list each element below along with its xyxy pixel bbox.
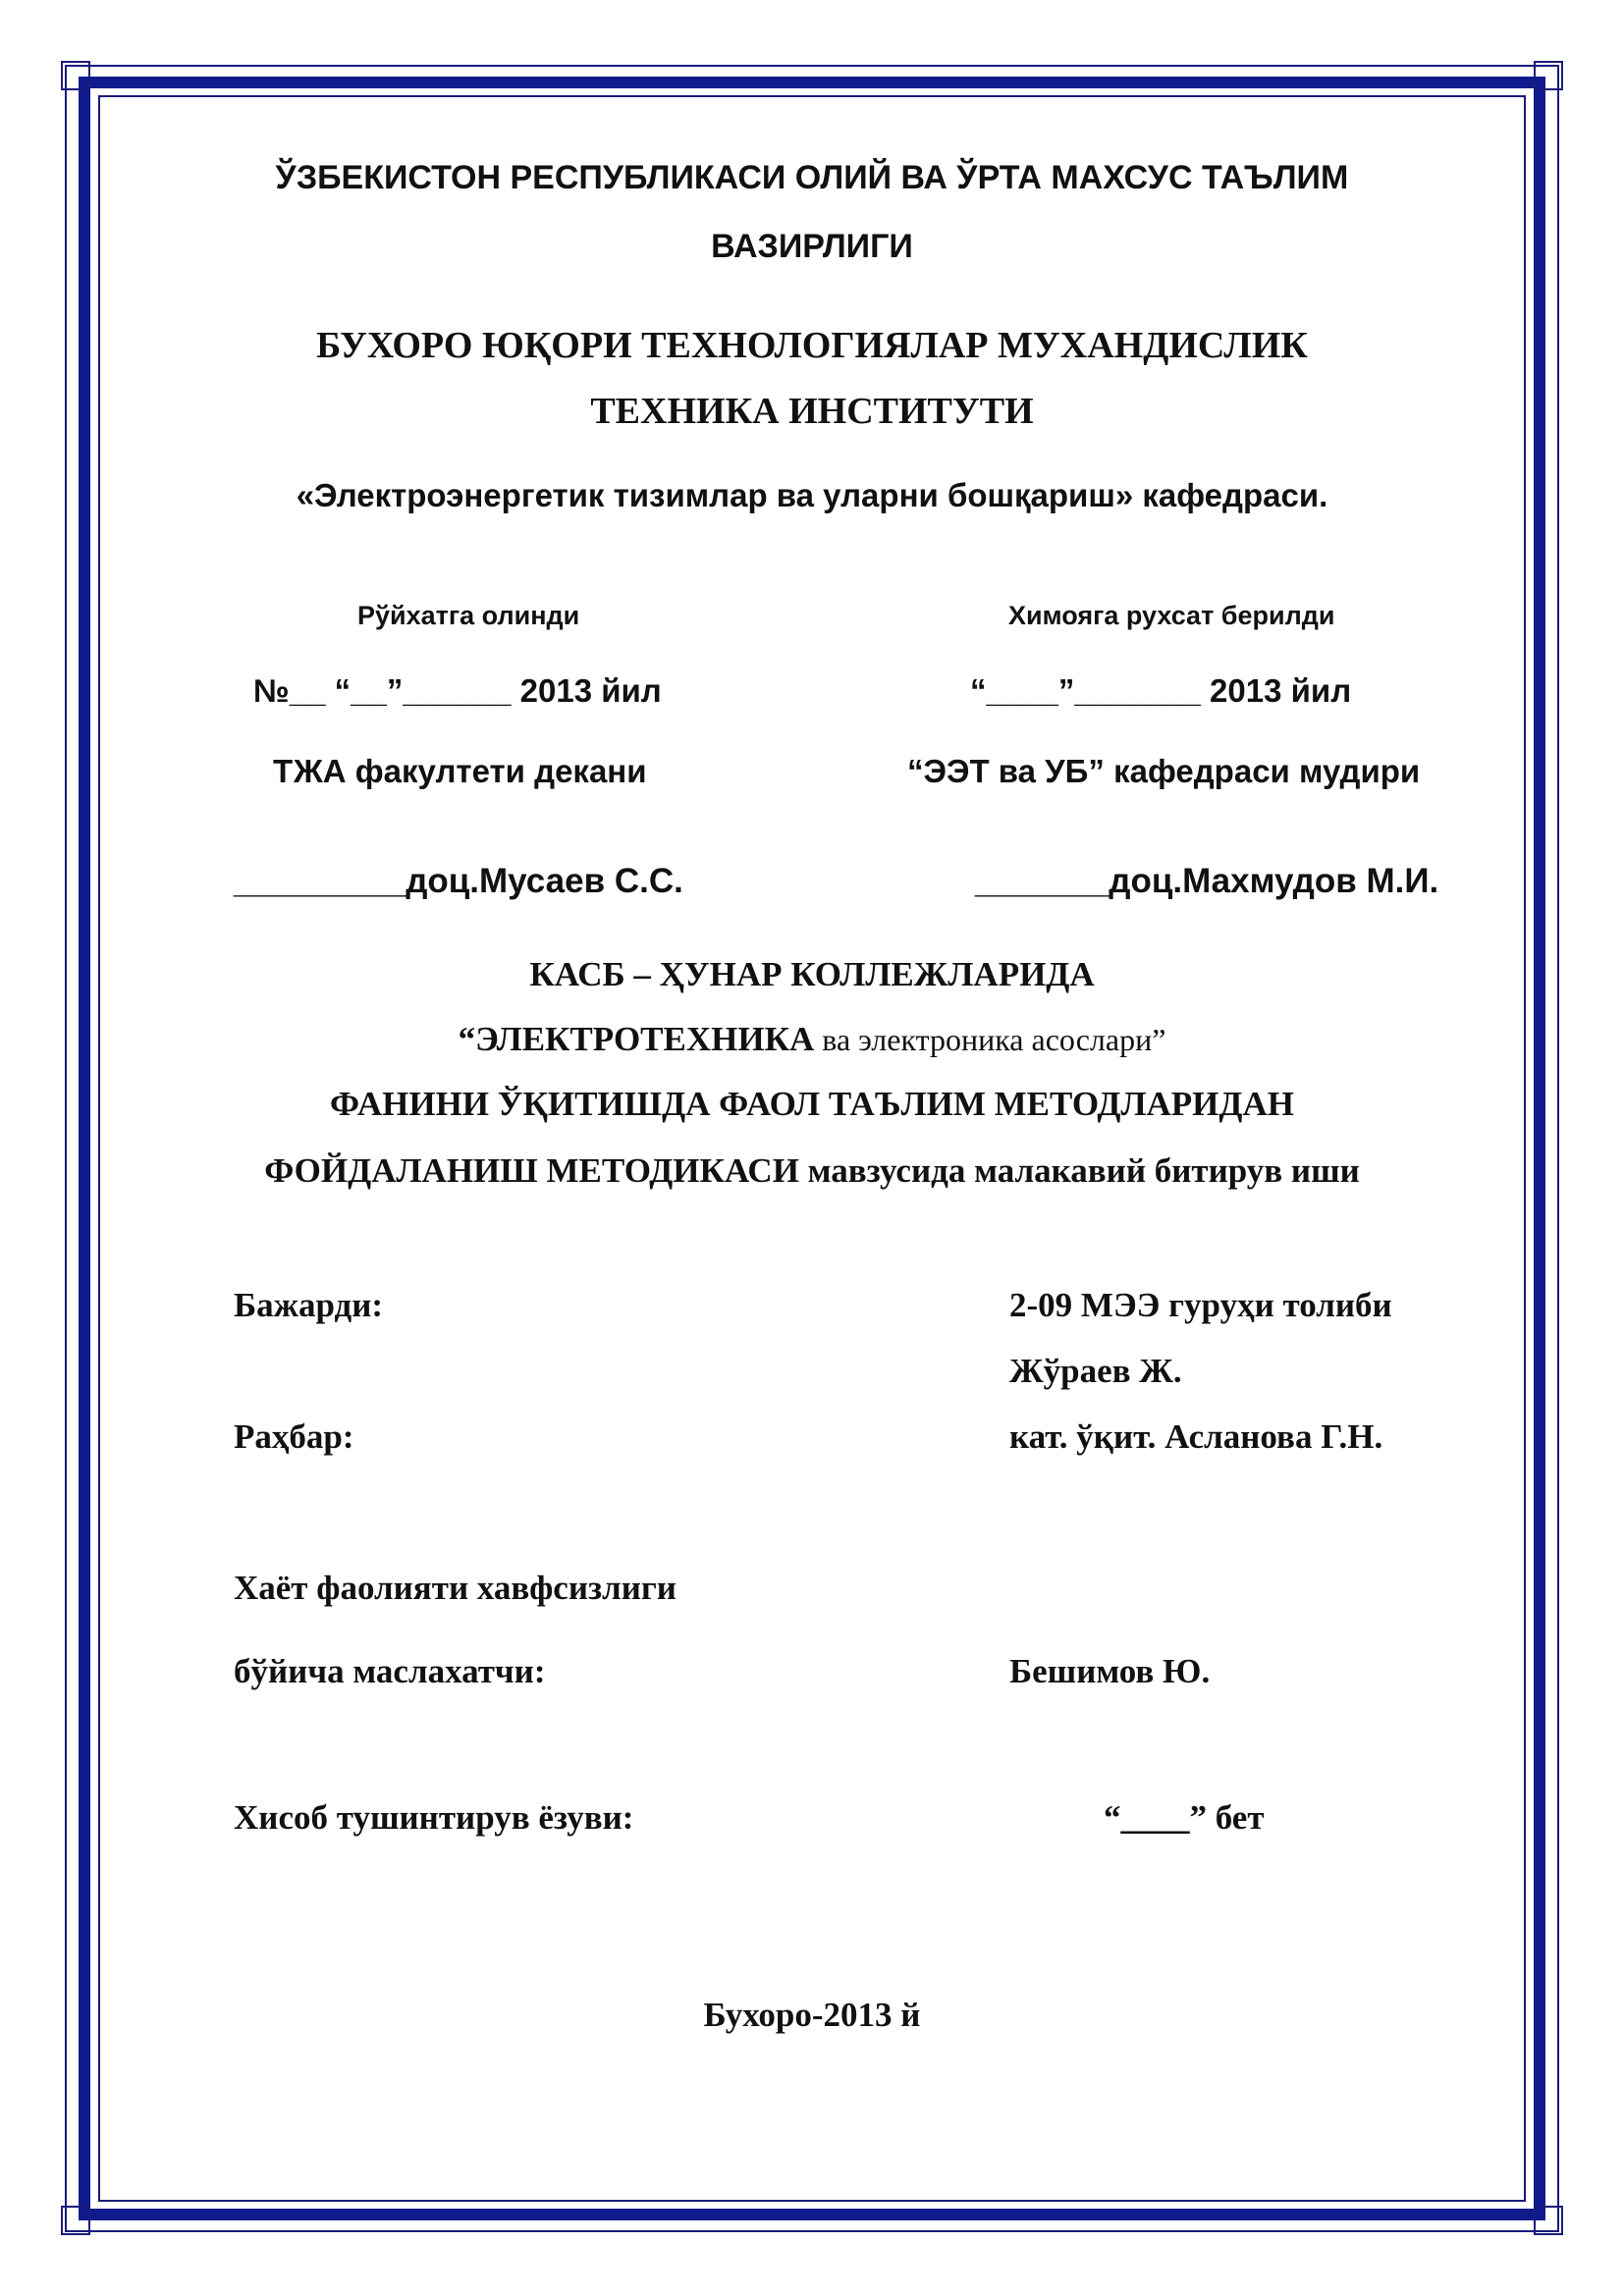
- safety-consultant-name: Бешимов Ю.: [1009, 1652, 1211, 1690]
- supervisor-name: кат. ўқит. Асланова Г.Н.: [1009, 1417, 1383, 1456]
- department-name: «Электроэнергетик тизимлар ва уларни бошқариш» кафедраси.: [296, 477, 1328, 513]
- registration-heading: Рўйхатга олинди: [357, 601, 580, 630]
- ministry-line-2: ВАЗИРЛИГИ: [711, 228, 913, 265]
- title-line-2: [0, 1020, 1624, 1059]
- report-pages: “____” бет: [1104, 1798, 1265, 1837]
- supervisor-label: Раҳбар:: [234, 1417, 354, 1456]
- institute-line-2: ТЕХНИКА ИНСТИТУТИ: [590, 391, 1034, 432]
- city-year-footer: Бухоро-2013 й: [703, 1996, 921, 2034]
- border-corner-bottom-right: [1534, 2206, 1563, 2235]
- title-line-1: КАСБ – ҲУНАР КОЛЛЕЖЛАРИДА: [529, 955, 1095, 993]
- title-line-4: ФОЙДАЛАНИШ МЕТОДИКАСИ мавзусида малакавий битирув иши: [264, 1151, 1360, 1190]
- report-label: Хисоб тушинтирув ёзуви:: [234, 1798, 634, 1837]
- dean-signature: _________доц.Мусаев С.С.: [234, 862, 683, 900]
- safety-label-line-2: бўйича маслахатчи:: [234, 1652, 546, 1690]
- defense-permission-heading: Химояга рухсат берилди: [1008, 601, 1335, 630]
- head-of-department-position: “ЭЭТ ва УБ” кафедраси мудири: [907, 753, 1421, 789]
- registration-date: №__ “__”______ 2013 йил: [253, 672, 662, 709]
- institute-line-1: БУХОРО ЮҚОРИ ТЕХНОЛОГИЯЛАР МУХАНДИСЛИК: [316, 325, 1308, 366]
- title-line-2-bold: “ЭЛЕКТРОТЕХНИКА: [458, 1020, 815, 1058]
- defense-permission-date: “____”_______ 2013 йил: [970, 672, 1352, 709]
- border-corner-top-left: [61, 61, 90, 90]
- safety-label-line-1: Хаёт фаолияти хавфсизлиги: [234, 1569, 677, 1607]
- performed-label: Бажарди:: [234, 1286, 384, 1324]
- performed-student: Жўраев Ж.: [1009, 1352, 1182, 1390]
- head-of-department-signature: _______доц.Махмудов М.И.: [975, 862, 1439, 900]
- dean-position: ТЖА факултети декани: [273, 753, 647, 789]
- border-corner-top-right: [1534, 61, 1563, 90]
- title-line-3: ФАНИНИ ЎҚИТИШДА ФАОЛ ТАЪЛИМ МЕТОДЛАРИДАН: [330, 1085, 1294, 1123]
- performed-group: 2-09 МЭЭ гуруҳи толиби: [1009, 1286, 1392, 1324]
- ministry-line-1: ЎЗБЕКИСТОН РЕСПУБЛИКАСИ ОЛИЙ ВА ЎРТА МАХСУС ТАЪЛИМ: [275, 159, 1349, 196]
- title-line-2-normal: ва электроника асослари”: [814, 1022, 1166, 1057]
- border-corner-bottom-left: [61, 2206, 90, 2235]
